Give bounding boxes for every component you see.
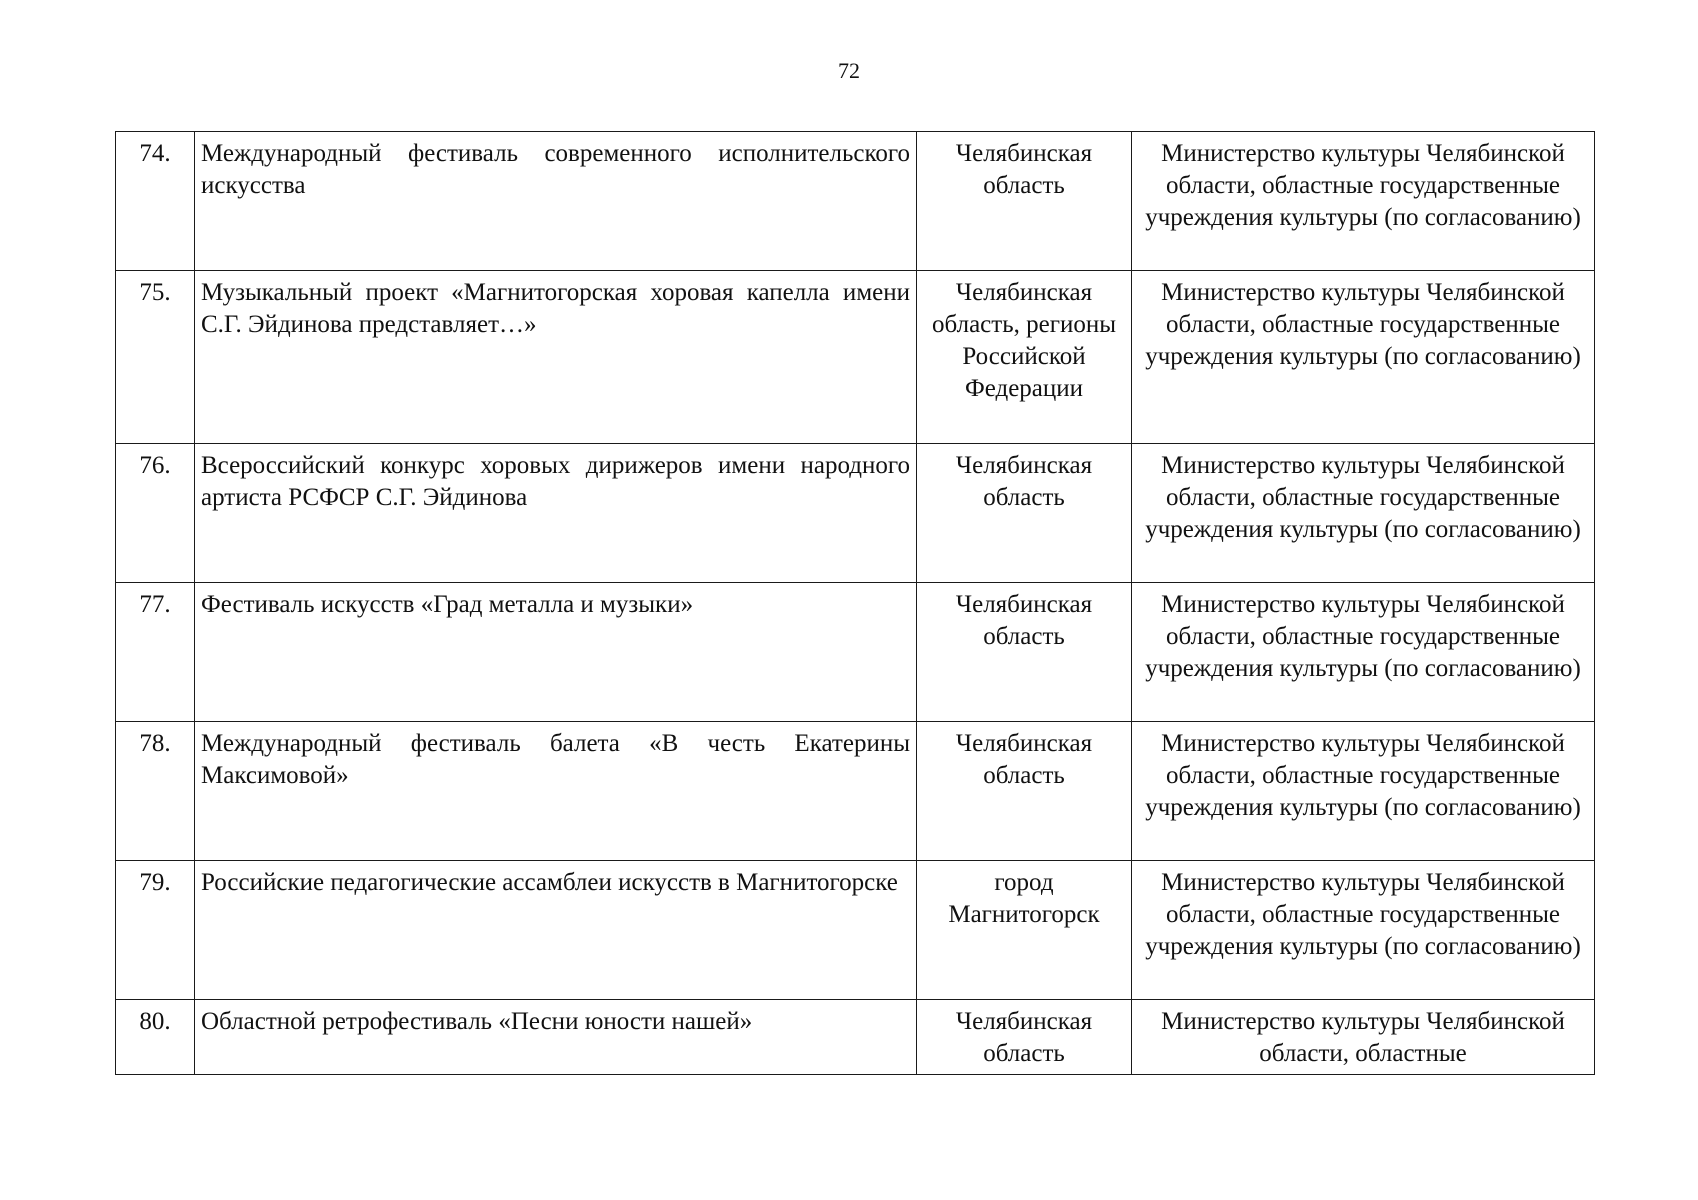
event-place: Челябинская область bbox=[917, 1000, 1132, 1075]
event-name: Международный фестиваль современного исполнительского искусства bbox=[195, 132, 917, 271]
event-organizer: Министерство культуры Челябинской области, областные государственные учреждения культуры (по согласованию) bbox=[1132, 861, 1595, 1000]
event-name: Всероссийский конкурс хоровых дирижеров имени народного артиста РСФСР С.Г. Эйдинова bbox=[195, 444, 917, 583]
row-number: 79. bbox=[116, 861, 195, 1000]
event-place: Челябинская область bbox=[917, 722, 1132, 861]
event-name: Областной ретрофестиваль «Песни юности нашей» bbox=[195, 1000, 917, 1075]
event-organizer: Министерство культуры Челябинской области, областные государственные учреждения культуры (по согласованию) bbox=[1132, 722, 1595, 861]
event-place: Челябинская область bbox=[917, 583, 1132, 722]
event-place: Челябинская область, регионы Российской Федерации bbox=[917, 271, 1132, 444]
event-name: Музыкальный проект «Магнитогорская хоровая капелла имени С.Г. Эйдинова представляет…» bbox=[195, 271, 917, 444]
table-row bbox=[116, 861, 1595, 1000]
event-organizer: Министерство культуры Челябинской области, областные bbox=[1132, 1000, 1595, 1075]
event-place: Челябинская область bbox=[917, 444, 1132, 583]
event-name: Международный фестиваль балета «В честь Екатерины Максимовой» bbox=[195, 722, 917, 861]
row-number: 74. bbox=[116, 132, 195, 271]
event-organizer: Министерство культуры Челябинской области, областные государственные учреждения культуры (по согласованию) bbox=[1132, 444, 1595, 583]
event-name: Фестиваль искусств «Град металла и музыки» bbox=[195, 583, 917, 722]
row-number: 75. bbox=[116, 271, 195, 444]
table-row bbox=[116, 444, 1595, 583]
table-row bbox=[116, 1000, 1595, 1075]
table-row bbox=[116, 132, 1595, 271]
event-organizer: Министерство культуры Челябинской области, областные государственные учреждения культуры (по согласованию) bbox=[1132, 132, 1595, 271]
table-row bbox=[116, 271, 1595, 444]
event-place: Челябинская область bbox=[917, 132, 1132, 271]
row-number: 78. bbox=[116, 722, 195, 861]
event-place: город Магнитогорск bbox=[917, 861, 1132, 1000]
row-number: 80. bbox=[116, 1000, 195, 1075]
event-organizer: Министерство культуры Челябинской области, областные государственные учреждения культуры (по согласованию) bbox=[1132, 583, 1595, 722]
page-number: 72 bbox=[838, 58, 860, 83]
event-name: Российские педагогические ассамблеи искусств в Магнитогорске bbox=[195, 861, 917, 1000]
row-number: 76. bbox=[116, 444, 195, 583]
events-table bbox=[115, 131, 1595, 1075]
table-row bbox=[116, 583, 1595, 722]
event-organizer: Министерство культуры Челябинской области, областные государственные учреждения культуры (по согласованию) bbox=[1132, 271, 1595, 444]
row-number: 77. bbox=[116, 583, 195, 722]
table-row bbox=[116, 722, 1595, 861]
